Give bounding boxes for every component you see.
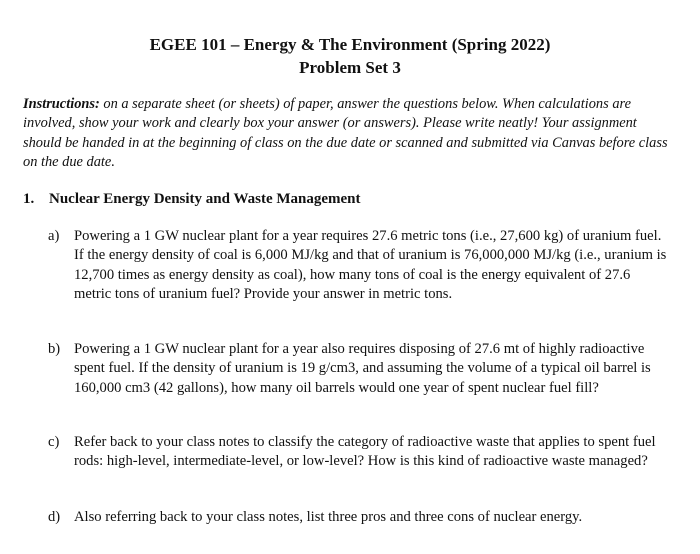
question-text: Also referring back to your class notes, list three pros and three cons of nuclear energy. bbox=[74, 509, 583, 525]
question-b bbox=[48, 340, 668, 398]
question-letter: a) bbox=[48, 228, 60, 244]
question-letter: c) bbox=[48, 434, 60, 450]
instructions-paragraph bbox=[23, 95, 673, 172]
section-title: Nuclear Energy Density and Waste Management bbox=[49, 191, 361, 207]
question-letter: b) bbox=[48, 341, 61, 357]
question-text: Powering a 1 GW nuclear plant for a year requires 27.6 metric tons (i.e., 27,600 kg) of uranium fuel. If the energy density of coal is 6,000 MJ/kg and that of uranium is 76,000,000 MJ/kg (i.e., uranium is 12,700 times as energy density as coal), how many tons of coal is the energy equivalent of 27.6 metric tons of uranium fuel? Provide your answer in metric tons. bbox=[74, 228, 667, 303]
question-letter: d) bbox=[48, 509, 61, 525]
section-heading bbox=[23, 189, 361, 209]
question-c bbox=[48, 433, 668, 472]
instructions-lead: Instructions: bbox=[23, 96, 100, 112]
question-a bbox=[48, 227, 668, 305]
problem-set-title: Problem Set 3 bbox=[299, 58, 401, 77]
question-text: Refer back to your class notes to classify the category of radioactive waste that applies to spent fuel rods: high-level, intermediate-level, or low-level? How is this kind of radioactive waste managed? bbox=[74, 434, 656, 470]
question-text: Powering a 1 GW nuclear plant for a year also requires disposing of 27.6 mt of highly radioactive spent fuel. If the density of uranium is 19 g/cm3, and assuming the volume of a typical oil barrel is 160,000 cm3 (42 gallons), how many oil barrels would one year of spent nuclear fuel fill? bbox=[74, 341, 651, 396]
instructions-text: on a separate sheet (or sheets) of paper, answer the questions below. When calculations are involved, show your work and clearly box your answer (or answers). Please write neatly! Your assignment should be handed in at the beginning of class on the due date or scanned and submitted via Canvas before class on the due date. bbox=[23, 96, 668, 170]
question-d bbox=[48, 508, 668, 527]
section-number: 1. bbox=[23, 191, 35, 207]
title-block bbox=[0, 33, 700, 79]
course-title: EGEE 101 – Energy & The Environment (Spring 2022) bbox=[149, 35, 551, 54]
